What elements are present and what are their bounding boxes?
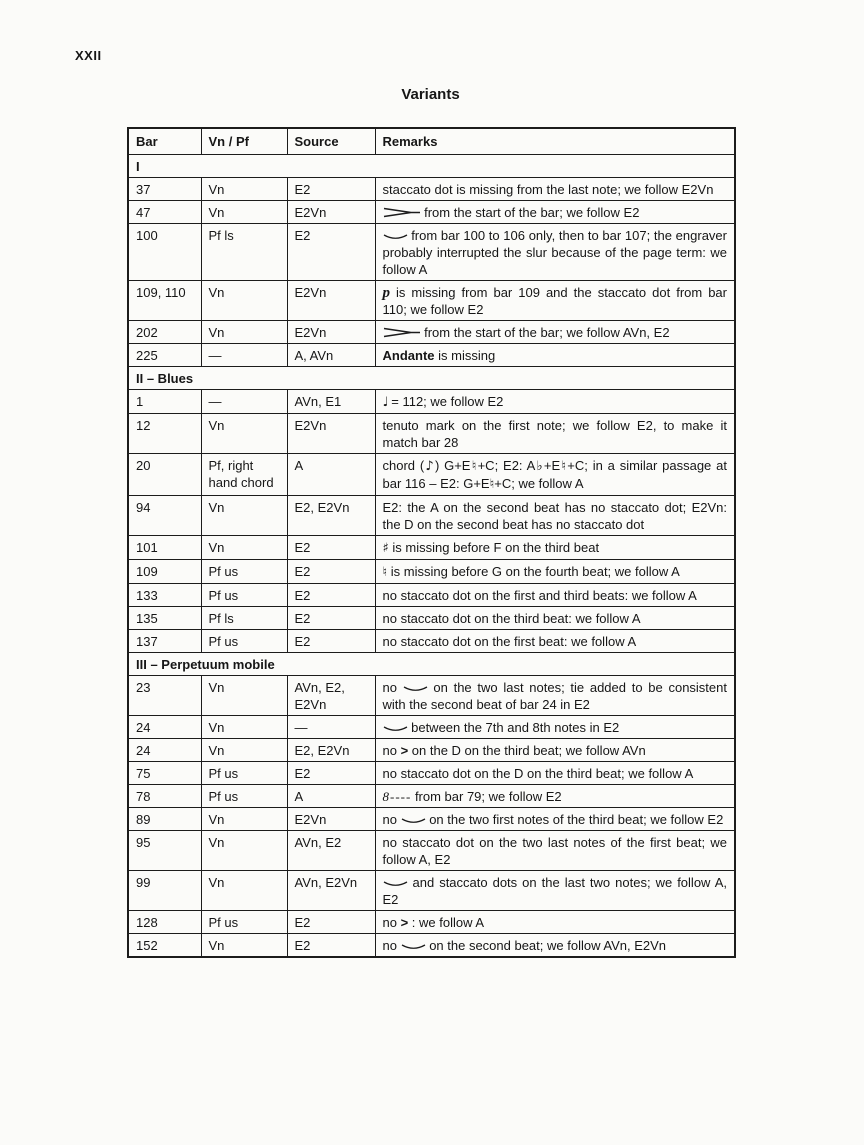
part-cell: Pf ls (201, 607, 287, 630)
source-cell: E2Vn (287, 414, 375, 454)
bar-cell: 24 (128, 716, 201, 739)
table-row (128, 560, 735, 584)
variants-table (127, 127, 736, 958)
section-row (128, 367, 735, 390)
remarks-cell: from the start of the bar; we follow E2 (375, 201, 735, 224)
source-cell: AVn, E1 (287, 390, 375, 414)
part-cell: Vn (201, 178, 287, 201)
bar-cell: 37 (128, 178, 201, 201)
section-label: II – Blues (128, 367, 735, 390)
part-cell: Vn (201, 321, 287, 344)
header-row (128, 128, 735, 155)
bar-cell: 95 (128, 831, 201, 871)
natural-icon: ♮ (560, 458, 568, 474)
remarks-cell: and staccato dots on the last two notes; we follow A, E2 (375, 871, 735, 911)
source-cell: E2 (287, 224, 375, 281)
bar-cell: 100 (128, 224, 201, 281)
source-cell: E2 (287, 584, 375, 607)
part-cell: Pf us (201, 911, 287, 934)
table-header (128, 128, 735, 155)
slur-icon (383, 875, 408, 890)
bar-cell: 23 (128, 676, 201, 716)
remarks-cell: no staccato dot on the two last notes of the first beat; we follow A, E2 (375, 831, 735, 871)
remarks-cell: from the start of the bar; we follow AVn, E2 (375, 321, 735, 344)
table-row (128, 281, 735, 321)
remarks-cell: ♮ is missing before G on the fourth beat; we follow A (375, 560, 735, 584)
remarks-cell: no > on the D on the third beat; we follow AVn (375, 739, 735, 762)
part-cell: Pf us (201, 560, 287, 584)
part-cell: Vn (201, 536, 287, 560)
bar-cell: 109, 110 (128, 281, 201, 321)
part-cell: Vn (201, 201, 287, 224)
section-label: III – Perpetuum mobile (128, 653, 735, 676)
bar-cell: 78 (128, 785, 201, 808)
slur-icon (383, 720, 408, 735)
bar-cell: 137 (128, 630, 201, 653)
remarks-cell: no staccato dot on the third beat: we follow A (375, 607, 735, 630)
source-cell: E2Vn (287, 201, 375, 224)
bar-cell: 1 (128, 390, 201, 414)
eighth-note-icon: ♪ (424, 458, 435, 474)
natural-icon: ♮ (489, 476, 495, 492)
remarks-cell: no > : we follow A (375, 911, 735, 934)
slur-icon (383, 228, 408, 243)
slur-icon (401, 938, 426, 953)
bar-cell: 152 (128, 934, 201, 958)
slur-icon (403, 680, 428, 695)
remarks-cell: no on the two first notes of the third beat; we follow E2 (375, 808, 735, 831)
source-cell: E2 (287, 762, 375, 785)
source-cell: — (287, 716, 375, 739)
remarks-cell: ♩ = 112; we follow E2 (375, 390, 735, 414)
page-title: Variants (401, 86, 460, 103)
part-cell: Pf us (201, 630, 287, 653)
source-cell: E2 (287, 560, 375, 584)
slur-icon (401, 812, 426, 827)
header-source: Source (287, 128, 375, 155)
table-row (128, 390, 735, 414)
part-cell: Vn (201, 414, 287, 454)
source-cell: E2 (287, 911, 375, 934)
remarks-cell: ♯ is missing before F on the third beat (375, 536, 735, 560)
part-cell: Pf, right hand chord (201, 454, 287, 496)
bar-cell: 128 (128, 911, 201, 934)
source-cell: A, AVn (287, 344, 375, 367)
table-row (128, 871, 735, 911)
remarks-cell: no staccato dot on the first beat: we follow A (375, 630, 735, 653)
bar-cell: 133 (128, 584, 201, 607)
bar-cell: 24 (128, 739, 201, 762)
page-number: XXII (75, 48, 102, 63)
table-row (128, 607, 735, 630)
table-body (128, 155, 735, 958)
decrescendo-icon (383, 205, 421, 220)
part-cell: Vn (201, 831, 287, 871)
part-cell: Pf us (201, 584, 287, 607)
remarks-cell: no on the two last notes; tie added to be consistent with the second beat of bar 24 in E2 (375, 676, 735, 716)
natural-icon: ♮ (382, 564, 388, 580)
header-part: Vn / Pf (201, 128, 287, 155)
part-cell: — (201, 344, 287, 367)
part-cell: Vn (201, 871, 287, 911)
table-row (128, 676, 735, 716)
table-row (128, 344, 735, 367)
table-row (128, 178, 735, 201)
remarks-cell: tenuto mark on the first note; we follow E2, to make it match bar 28 (375, 414, 735, 454)
bar-cell: 202 (128, 321, 201, 344)
table-row (128, 536, 735, 560)
table-row (128, 224, 735, 281)
source-cell: E2Vn (287, 321, 375, 344)
table-row (128, 321, 735, 344)
sharp-icon: ♯ (382, 540, 389, 556)
remarks-cell: from bar 100 to 106 only, then to bar 107; the engraver probably interrupted the slur because of the page term: we follow A (375, 224, 735, 281)
source-cell: E2 (287, 607, 375, 630)
source-cell: A (287, 454, 375, 496)
part-cell: Vn (201, 739, 287, 762)
table-row (128, 584, 735, 607)
source-cell: E2 (287, 536, 375, 560)
remarks-cell: chord (♪) G+E♮+C; E2: A♭+E♮+C; in a similar passage at bar 116 – E2: G+E♮+C; we follow A (375, 454, 735, 496)
part-cell: Pf us (201, 762, 287, 785)
source-cell: E2Vn (287, 808, 375, 831)
part-cell: Vn (201, 496, 287, 536)
bar-cell: 12 (128, 414, 201, 454)
source-cell: E2, E2Vn (287, 496, 375, 536)
table-row (128, 496, 735, 536)
natural-icon: ♮ (470, 458, 478, 474)
header-remarks: Remarks (375, 128, 735, 155)
part-cell: Vn (201, 281, 287, 321)
remarks-cell: no staccato dot on the first and third beats: we follow A (375, 584, 735, 607)
remarks-cell: Andante is missing (375, 344, 735, 367)
remarks-cell: E2: the A on the second beat has no staccato dot; E2Vn: the D on the second beat has no staccato dot (375, 496, 735, 536)
table-row (128, 762, 735, 785)
accent-icon: > (400, 742, 409, 758)
ottava-icon: 8---- (382, 788, 412, 804)
remarks-cell: no on the second beat; we follow AVn, E2Vn (375, 934, 735, 958)
accent-icon: > (400, 914, 409, 930)
bar-cell: 47 (128, 201, 201, 224)
source-cell: E2, E2Vn (287, 739, 375, 762)
bar-cell: 225 (128, 344, 201, 367)
part-cell: Vn (201, 676, 287, 716)
source-cell: A (287, 785, 375, 808)
source-cell: E2Vn (287, 281, 375, 321)
bar-cell: 99 (128, 871, 201, 911)
dynamic-p-icon: p (382, 284, 390, 301)
source-cell: AVn, E2, E2Vn (287, 676, 375, 716)
table-row (128, 454, 735, 496)
remarks-cell: between the 7th and 8th notes in E2 (375, 716, 735, 739)
section-label: I (128, 155, 735, 178)
part-cell: Pf ls (201, 224, 287, 281)
source-cell: AVn, E2Vn (287, 871, 375, 911)
part-cell: Vn (201, 808, 287, 831)
table-row (128, 716, 735, 739)
table-row (128, 785, 735, 808)
bar-cell: 135 (128, 607, 201, 630)
source-cell: AVn, E2 (287, 831, 375, 871)
remarks-cell: staccato dot is missing from the last note; we follow E2Vn (375, 178, 735, 201)
bar-cell: 94 (128, 496, 201, 536)
quarter-note-icon: ♩ (382, 394, 389, 410)
remarks-cell: 8---- from bar 79; we follow E2 (375, 785, 735, 808)
bar-cell: 20 (128, 454, 201, 496)
table-row (128, 831, 735, 871)
table-row (128, 808, 735, 831)
bold-term: Andante (382, 347, 435, 363)
part-cell: Vn (201, 716, 287, 739)
part-cell: Vn (201, 934, 287, 958)
source-cell: E2 (287, 630, 375, 653)
part-cell: Pf us (201, 785, 287, 808)
part-cell: — (201, 390, 287, 414)
header-bar: Bar (128, 128, 201, 155)
table-row (128, 414, 735, 454)
decrescendo-icon (383, 325, 421, 340)
remarks-cell: no staccato dot on the D on the third beat; we follow A (375, 762, 735, 785)
table-row (128, 630, 735, 653)
bar-cell: 109 (128, 560, 201, 584)
section-row (128, 653, 735, 676)
source-cell: E2 (287, 934, 375, 958)
source-cell: E2 (287, 178, 375, 201)
bar-cell: 101 (128, 536, 201, 560)
section-row (128, 155, 735, 178)
table-row (128, 911, 735, 934)
table-row (128, 739, 735, 762)
table-row (128, 934, 735, 958)
table-row (128, 201, 735, 224)
bar-cell: 75 (128, 762, 201, 785)
bar-cell: 89 (128, 808, 201, 831)
flat-icon: ♭ (535, 458, 544, 474)
remarks-cell: p is missing from bar 109 and the staccato dot from bar 110; we follow E2 (375, 281, 735, 321)
